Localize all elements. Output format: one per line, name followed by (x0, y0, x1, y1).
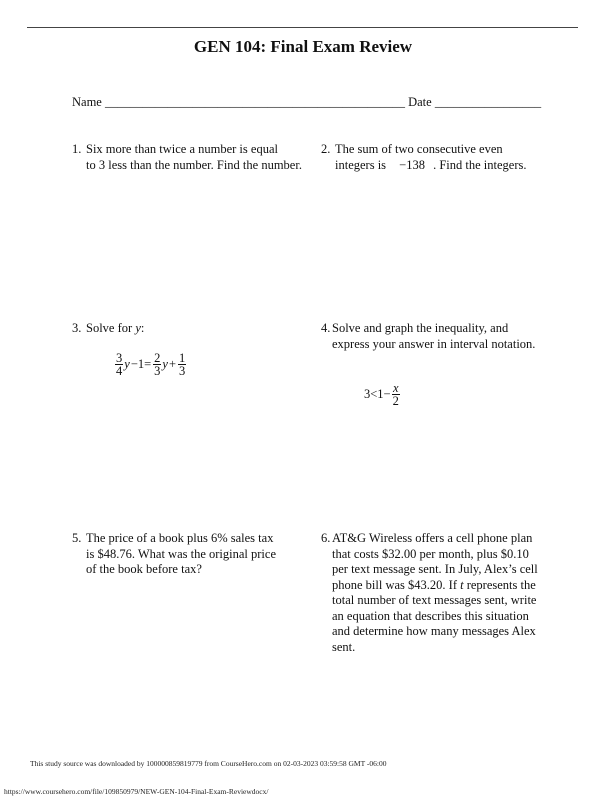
question-text: of the book before tax? (86, 562, 202, 576)
question-text: sent. (332, 639, 356, 654)
numerator: x (392, 381, 399, 395)
question-text: and determine how many messages Alex (332, 624, 536, 638)
question-number: 4. (321, 321, 331, 335)
fraction (115, 352, 123, 377)
source-url[interactable]: https://www.coursehero.com/file/109850979/NEW-GEN-104-Final-Exam-Reviewdocx/ (4, 787, 269, 796)
question-1 (72, 142, 312, 173)
inequality-left: 3<1− (364, 387, 391, 401)
numerator: 2 (154, 351, 161, 365)
denominator: 3 (179, 364, 186, 378)
question-text: The price of a book plus 6% sales tax (86, 531, 274, 545)
question-text: . Find the integers. (433, 157, 527, 172)
question-4 (321, 321, 561, 352)
top-rule (27, 27, 578, 28)
question-text: Solve and graph the inequality, and (332, 321, 509, 335)
question-text: an equation that describes this situation (332, 608, 529, 623)
question-text: represents the (466, 577, 536, 592)
question-3 (72, 321, 302, 337)
numerator: 1 (179, 351, 186, 365)
denominator: 3 (154, 364, 161, 378)
inequality (364, 382, 401, 407)
operator: + (168, 357, 177, 371)
question-6 (321, 531, 561, 655)
question-text: Solve for (86, 321, 133, 335)
question-text: AT&G Wireless offers a cell phone plan (332, 531, 533, 545)
denominator: 4 (116, 364, 123, 378)
question-text: integers is (335, 157, 387, 172)
question-text: is $48.76. What was the original price (86, 546, 277, 561)
variable: y (162, 357, 168, 371)
variable: t (460, 577, 464, 592)
question-text: Six more than twice a number is equal (86, 142, 278, 156)
name-date-line: Name ________________________________________________ Date _________________ (72, 95, 542, 109)
colon: : (140, 321, 145, 335)
question-number: 2. (321, 142, 331, 156)
numerator: 3 (116, 351, 123, 365)
question-text: to 3 less than the number. Find the number. (86, 157, 302, 172)
question-text: phone bill was $43.20. If (332, 577, 457, 592)
question-number: 3. (72, 321, 82, 335)
variable: y (135, 321, 141, 335)
fraction (153, 352, 161, 377)
question-text: total number of text messages sent, write (332, 593, 537, 607)
equation (114, 352, 187, 377)
question-text: The sum of two consecutive even (335, 142, 503, 156)
question-number: 5. (72, 531, 82, 545)
question-5 (72, 531, 312, 578)
question-text: per text message sent. In July, Alex’s cell (332, 562, 538, 576)
fraction (178, 352, 186, 377)
download-note: This study source was downloaded by 100000859819779 from CourseHero.com on 02-03-2023 03:59:58 GMT -06:00 (30, 759, 387, 768)
page-title: GEN 104: Final Exam Review (193, 37, 413, 56)
question-number: 6. (321, 531, 331, 545)
operator: −1= (130, 357, 152, 371)
denominator: 2 (392, 394, 399, 408)
question-text: express your answer in interval notation. (332, 336, 536, 351)
fraction (392, 382, 400, 407)
question-2 (321, 142, 561, 173)
math-value: −138 (399, 157, 425, 172)
variable: y (124, 357, 130, 371)
question-number: 1. (72, 142, 82, 156)
question-text: that costs $32.00 per month, plus $0.10 (332, 546, 529, 561)
